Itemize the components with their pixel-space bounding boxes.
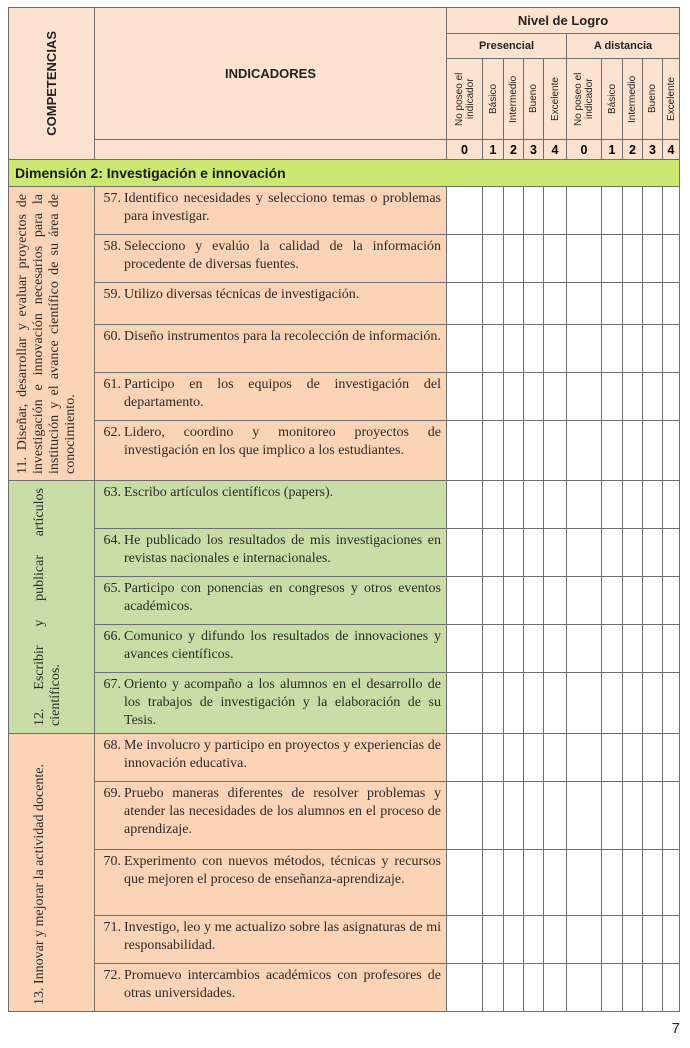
rating-cell-a-distancia-4[interactable] xyxy=(663,325,680,373)
rating-cell-presencial-2[interactable] xyxy=(504,325,524,373)
rating-cell-presencial-3[interactable] xyxy=(524,782,544,850)
rating-cell-a-distancia-1[interactable] xyxy=(602,916,623,964)
indicadores-header-label: INDICADORES xyxy=(224,66,316,81)
level-header-a-distancia-4 xyxy=(663,59,680,140)
rating-cell-a-distancia-0[interactable] xyxy=(567,481,602,529)
rating-cell-a-distancia-4[interactable] xyxy=(663,734,680,782)
indicator-content xyxy=(95,238,441,274)
rating-cell-a-distancia-1[interactable] xyxy=(602,673,623,734)
indicator-cell xyxy=(95,421,447,481)
rating-cell-a-distancia-3[interactable] xyxy=(643,529,663,577)
rating-cell-a-distancia-2[interactable] xyxy=(623,421,643,481)
rating-cell-a-distancia-3[interactable] xyxy=(643,325,663,373)
rating-cell-presencial-4[interactable] xyxy=(544,782,567,850)
level-number-presencial-0: 0 xyxy=(447,140,483,160)
rating-cell-a-distancia-2[interactable] xyxy=(623,625,643,673)
rating-cell-presencial-1[interactable] xyxy=(483,782,504,850)
rating-cell-a-distancia-4[interactable] xyxy=(663,235,680,283)
rating-cell-presencial-0[interactable] xyxy=(447,373,483,421)
nivel-de-logro-label: Nivel de Logro xyxy=(517,13,609,28)
rating-cell-presencial-2[interactable] xyxy=(504,964,524,1012)
rating-cell-a-distancia-4[interactable] xyxy=(663,283,680,325)
rating-cell-a-distancia-0[interactable] xyxy=(567,373,602,421)
rating-cell-a-distancia-3[interactable] xyxy=(643,964,663,1012)
rating-cell-presencial-2[interactable] xyxy=(504,625,524,673)
competencias-header xyxy=(9,8,95,160)
level-number-a-distancia-3: 3 xyxy=(643,140,663,160)
rating-cell-presencial-3[interactable] xyxy=(524,916,544,964)
indicator-row xyxy=(9,283,680,325)
rating-cell-a-distancia-4[interactable] xyxy=(663,850,680,916)
rating-cell-presencial-1[interactable] xyxy=(483,235,504,283)
indicator-cell xyxy=(95,850,447,916)
rating-cell-a-distancia-1[interactable] xyxy=(602,235,623,283)
competency-label: 13. Innovar y mejorar la actividad docente. xyxy=(31,763,47,1005)
rating-cell-a-distancia-0[interactable] xyxy=(567,187,602,235)
rating-cell-a-distancia-0[interactable] xyxy=(567,782,602,850)
rating-cell-presencial-0[interactable] xyxy=(447,850,483,916)
rating-cell-presencial-0[interactable] xyxy=(447,325,483,373)
indicator-row xyxy=(9,673,680,734)
competency-cell-11 xyxy=(9,187,95,481)
rating-cell-presencial-0[interactable] xyxy=(447,734,483,782)
rating-cell-a-distancia-1[interactable] xyxy=(602,373,623,421)
indicator-number: 66. xyxy=(103,629,121,644)
indicator-row xyxy=(9,187,680,235)
rating-cell-presencial-2[interactable] xyxy=(504,782,524,850)
rating-cell-a-distancia-4[interactable] xyxy=(663,782,680,850)
level-label: No poseo el indicador xyxy=(573,72,595,126)
rating-cell-presencial-4[interactable] xyxy=(544,673,567,734)
rating-cell-a-distancia-0[interactable] xyxy=(567,964,602,1012)
rating-cell-presencial-1[interactable] xyxy=(483,529,504,577)
rating-cell-presencial-4[interactable] xyxy=(544,964,567,1012)
level-header-presencial-1 xyxy=(483,59,504,140)
competency-cell-12 xyxy=(9,481,95,734)
indicator-text: Me involucro y participo en proyectos y experiencias de innovación educativa. xyxy=(124,738,441,771)
rating-cell-a-distancia-0[interactable] xyxy=(567,421,602,481)
rating-cell-presencial-2[interactable] xyxy=(504,373,524,421)
indicator-number: 72. xyxy=(103,968,121,983)
a-distancia-header xyxy=(567,34,680,59)
rating-cell-presencial-1[interactable] xyxy=(483,916,504,964)
indicator-number: 60. xyxy=(103,329,121,344)
level-header-presencial-4 xyxy=(544,59,567,140)
indicator-cell xyxy=(95,529,447,577)
rating-cell-a-distancia-3[interactable] xyxy=(643,734,663,782)
rating-cell-presencial-0[interactable] xyxy=(447,673,483,734)
indicator-number: 59. xyxy=(103,287,121,302)
rating-cell-presencial-4[interactable] xyxy=(544,850,567,916)
rating-cell-a-distancia-0[interactable] xyxy=(567,850,602,916)
rating-cell-a-distancia-1[interactable] xyxy=(602,325,623,373)
page-number: 7 xyxy=(671,1020,680,1037)
rating-cell-a-distancia-1[interactable] xyxy=(602,481,623,529)
a-distancia-label: A distancia xyxy=(593,40,653,52)
rating-cell-presencial-3[interactable] xyxy=(524,187,544,235)
rating-cell-a-distancia-1[interactable] xyxy=(602,782,623,850)
rating-cell-presencial-3[interactable] xyxy=(524,481,544,529)
rating-cell-presencial-4[interactable] xyxy=(544,235,567,283)
rating-cell-presencial-1[interactable] xyxy=(483,964,504,1012)
rating-cell-a-distancia-4[interactable] xyxy=(663,673,680,734)
indicator-number: 62. xyxy=(103,425,121,440)
rating-cell-a-distancia-4[interactable] xyxy=(663,916,680,964)
level-label: Excelente xyxy=(549,77,561,121)
competency-label: 12. Escribir y publicar artículos científicos. xyxy=(31,488,63,726)
level-number-a-distancia-4: 4 xyxy=(663,140,680,160)
indicator-number: 65. xyxy=(103,581,121,596)
indicator-row xyxy=(9,916,680,964)
level-header-a-distancia-0 xyxy=(567,59,602,140)
rating-cell-a-distancia-3[interactable] xyxy=(643,916,663,964)
rating-cell-a-distancia-2[interactable] xyxy=(623,782,643,850)
rating-cell-presencial-2[interactable] xyxy=(504,187,524,235)
rating-cell-a-distancia-3[interactable] xyxy=(643,235,663,283)
level-number-presencial-2: 2 xyxy=(504,140,524,160)
rating-cell-presencial-3[interactable] xyxy=(524,421,544,481)
indicator-row xyxy=(9,734,680,782)
rating-cell-presencial-2[interactable] xyxy=(504,734,524,782)
indicator-cell xyxy=(95,782,447,850)
rating-cell-presencial-1[interactable] xyxy=(483,734,504,782)
rating-cell-a-distancia-1[interactable] xyxy=(602,850,623,916)
indicator-content xyxy=(95,919,441,955)
rating-cell-a-distancia-4[interactable] xyxy=(663,421,680,481)
indicator-cell xyxy=(95,625,447,673)
indicator-content xyxy=(95,580,441,616)
rating-cell-presencial-0[interactable] xyxy=(447,625,483,673)
indicator-row xyxy=(9,373,680,421)
rating-cell-a-distancia-1[interactable] xyxy=(602,734,623,782)
presencial-header xyxy=(447,34,567,59)
rating-cell-presencial-4[interactable] xyxy=(544,421,567,481)
indicator-content xyxy=(95,785,441,839)
rating-cell-presencial-0[interactable] xyxy=(447,187,483,235)
rating-cell-a-distancia-1[interactable] xyxy=(602,964,623,1012)
rating-cell-presencial-1[interactable] xyxy=(483,373,504,421)
indicator-row xyxy=(9,235,680,283)
rating-cell-presencial-4[interactable] xyxy=(544,187,567,235)
level-label: Básico xyxy=(606,84,618,115)
level-number-presencial-3: 3 xyxy=(524,140,544,160)
indicator-text: Pruebo maneras diferentes de resolver problemas y atender las necesidades de los alumnos en el proceso de aprendizaje. xyxy=(124,786,441,837)
indicator-number: 57. xyxy=(103,191,121,206)
indicator-number: 63. xyxy=(103,485,121,500)
rating-cell-presencial-3[interactable] xyxy=(524,964,544,1012)
rating-cell-a-distancia-0[interactable] xyxy=(567,325,602,373)
rating-cell-a-distancia-4[interactable] xyxy=(663,964,680,1012)
rating-cell-presencial-1[interactable] xyxy=(483,850,504,916)
rating-cell-a-distancia-2[interactable] xyxy=(623,916,643,964)
rating-cell-presencial-3[interactable] xyxy=(524,673,544,734)
indicator-text: He publicado los resultados de mis investigaciones en revistas nacionales e internacionales. xyxy=(124,533,441,566)
level-label: Básico xyxy=(487,84,499,115)
level-label: Excelente xyxy=(665,77,677,121)
rating-cell-presencial-1[interactable] xyxy=(483,481,504,529)
indicator-row xyxy=(9,529,680,577)
indicator-content xyxy=(95,737,441,773)
rating-cell-presencial-3[interactable] xyxy=(524,850,544,916)
rating-cell-presencial-4[interactable] xyxy=(544,481,567,529)
level-header-presencial-3 xyxy=(524,59,544,140)
indicator-number: 68. xyxy=(103,738,121,753)
indicator-number: 70. xyxy=(103,854,121,869)
level-number-a-distancia-1: 1 xyxy=(602,140,623,160)
rating-cell-a-distancia-3[interactable] xyxy=(643,373,663,421)
rating-cell-a-distancia-1[interactable] xyxy=(602,577,623,625)
rating-cell-a-distancia-4[interactable] xyxy=(663,187,680,235)
rating-cell-presencial-3[interactable] xyxy=(524,577,544,625)
indicator-cell xyxy=(95,577,447,625)
rating-cell-presencial-0[interactable] xyxy=(447,577,483,625)
rating-cell-a-distancia-0[interactable] xyxy=(567,916,602,964)
indicator-content xyxy=(95,628,441,664)
indicator-cell xyxy=(95,325,447,373)
rating-cell-a-distancia-2[interactable] xyxy=(623,529,643,577)
rating-cell-presencial-3[interactable] xyxy=(524,625,544,673)
rating-cell-presencial-2[interactable] xyxy=(504,283,524,325)
rating-cell-a-distancia-3[interactable] xyxy=(643,673,663,734)
level-label: Bueno xyxy=(647,84,658,114)
rating-cell-a-distancia-2[interactable] xyxy=(623,325,643,373)
rating-cell-presencial-1[interactable] xyxy=(483,325,504,373)
indicator-text: Oriento y acompaño a los alumnos en el desarrollo de los trabajos de investigación y la elaboración de su Tesis. xyxy=(124,677,441,728)
indicator-content xyxy=(95,328,441,346)
indicator-row xyxy=(9,850,680,916)
rating-cell-presencial-4[interactable] xyxy=(544,577,567,625)
dimension-title: Dimensión 2: Investigación e innovación xyxy=(9,160,680,187)
indicator-cell xyxy=(95,673,447,734)
rating-cell-presencial-3[interactable] xyxy=(524,734,544,782)
level-header-presencial-2 xyxy=(504,59,524,140)
indicator-cell xyxy=(95,373,447,421)
indicator-cell xyxy=(95,235,447,283)
indicator-row xyxy=(9,481,680,529)
rating-cell-a-distancia-2[interactable] xyxy=(623,187,643,235)
competency-label: 11. Diseñar, desarrollar y evaluar proyectos de investigación e innovación necesarios para la institución y el avance científico de su área de conocimiento. xyxy=(14,193,78,474)
rating-cell-presencial-0[interactable] xyxy=(447,481,483,529)
indicator-text: Comunico y difundo los resultados de innovaciones y avances científicos. xyxy=(124,629,441,662)
indicator-cell xyxy=(95,734,447,782)
level-label: Bueno xyxy=(528,84,539,114)
level-header-presencial-0 xyxy=(447,59,483,140)
indicator-row xyxy=(9,421,680,481)
presencial-label: Presencial xyxy=(478,40,535,52)
rating-cell-presencial-4[interactable] xyxy=(544,734,567,782)
indicator-content xyxy=(95,484,441,502)
indicator-text: Participo en los equipos de investigación del departamento. xyxy=(124,377,441,410)
indicator-text: Participo con ponencias en congresos y otros eventos académicos. xyxy=(124,581,441,614)
rating-cell-a-distancia-2[interactable] xyxy=(623,481,643,529)
rating-cell-a-distancia-3[interactable] xyxy=(643,625,663,673)
rating-cell-a-distancia-0[interactable] xyxy=(567,283,602,325)
rating-cell-presencial-3[interactable] xyxy=(524,325,544,373)
indicator-number: 69. xyxy=(103,786,121,801)
rating-cell-presencial-0[interactable] xyxy=(447,283,483,325)
rating-cell-a-distancia-3[interactable] xyxy=(643,187,663,235)
rating-cell-a-distancia-3[interactable] xyxy=(643,481,663,529)
rating-cell-a-distancia-1[interactable] xyxy=(602,187,623,235)
indicator-content xyxy=(95,376,441,412)
indicator-content xyxy=(95,424,441,460)
rating-cell-a-distancia-0[interactable] xyxy=(567,235,602,283)
indicadores-number-spacer xyxy=(95,140,447,160)
level-number-presencial-1: 1 xyxy=(483,140,504,160)
rating-cell-presencial-2[interactable] xyxy=(504,529,524,577)
rating-cell-a-distancia-2[interactable] xyxy=(623,373,643,421)
competencias-header-label: COMPETENCIAS xyxy=(44,31,59,136)
rating-cell-presencial-4[interactable] xyxy=(544,916,567,964)
indicator-row xyxy=(9,625,680,673)
indicator-content xyxy=(95,286,441,304)
rating-cell-presencial-0[interactable] xyxy=(447,916,483,964)
indicator-text: Identifico necesidades y selecciono temas o problemas para investigar. xyxy=(124,191,441,224)
rating-cell-a-distancia-2[interactable] xyxy=(623,850,643,916)
rating-cell-a-distancia-3[interactable] xyxy=(643,850,663,916)
indicator-row xyxy=(9,782,680,850)
indicator-text: Selecciono y evalúo la calidad de la información procedente de diversas fuentes. xyxy=(124,239,441,272)
indicator-cell xyxy=(95,481,447,529)
rating-cell-presencial-1[interactable] xyxy=(483,577,504,625)
indicator-content xyxy=(95,532,441,568)
indicator-text: Promuevo intercambios académicos con profesores de otras universidades. xyxy=(124,968,441,1001)
rating-cell-a-distancia-0[interactable] xyxy=(567,625,602,673)
rating-cell-a-distancia-1[interactable] xyxy=(602,283,623,325)
indicator-number: 61. xyxy=(103,377,121,392)
level-number-a-distancia-0: 0 xyxy=(567,140,602,160)
rating-cell-a-distancia-1[interactable] xyxy=(602,625,623,673)
rating-cell-a-distancia-2[interactable] xyxy=(623,964,643,1012)
indicator-number: 64. xyxy=(103,533,121,548)
rating-cell-presencial-4[interactable] xyxy=(544,325,567,373)
rating-cell-a-distancia-4[interactable] xyxy=(663,481,680,529)
indicator-row xyxy=(9,325,680,373)
rating-cell-a-distancia-2[interactable] xyxy=(623,577,643,625)
rating-cell-presencial-0[interactable] xyxy=(447,964,483,1012)
level-header-a-distancia-3 xyxy=(643,59,663,140)
indicator-text: Lidero, coordino y monitoreo proyectos de investigación en los que implico a los estudiantes. xyxy=(124,425,441,458)
indicator-row xyxy=(9,964,680,1012)
rating-cell-presencial-4[interactable] xyxy=(544,529,567,577)
rating-cell-a-distancia-4[interactable] xyxy=(663,625,680,673)
indicator-row xyxy=(9,577,680,625)
indicator-text: Utilizo diversas técnicas de investigación. xyxy=(124,287,360,302)
level-header-a-distancia-2 xyxy=(623,59,643,140)
level-number-presencial-4: 4 xyxy=(544,140,567,160)
indicator-number: 71. xyxy=(103,920,121,935)
rating-cell-presencial-2[interactable] xyxy=(504,673,524,734)
level-label: No poseo el indicador xyxy=(453,72,476,126)
rating-cell-a-distancia-0[interactable] xyxy=(567,529,602,577)
indicadores-header xyxy=(95,8,447,140)
rating-cell-presencial-2[interactable] xyxy=(504,850,524,916)
rating-cell-presencial-1[interactable] xyxy=(483,673,504,734)
level-number-a-distancia-2: 2 xyxy=(623,140,643,160)
rating-cell-presencial-2[interactable] xyxy=(504,481,524,529)
rating-cell-a-distancia-3[interactable] xyxy=(643,577,663,625)
rating-cell-presencial-4[interactable] xyxy=(544,283,567,325)
indicator-cell xyxy=(95,283,447,325)
rating-cell-a-distancia-4[interactable] xyxy=(663,373,680,421)
rating-cell-a-distancia-0[interactable] xyxy=(567,673,602,734)
indicator-content xyxy=(95,676,441,730)
rating-cell-a-distancia-2[interactable] xyxy=(623,235,643,283)
indicator-number: 67. xyxy=(103,677,121,692)
rating-cell-presencial-0[interactable] xyxy=(447,235,483,283)
rating-cell-presencial-2[interactable] xyxy=(504,235,524,283)
level-header-a-distancia-1 xyxy=(602,59,623,140)
rating-cell-a-distancia-1[interactable] xyxy=(602,529,623,577)
competency-cell-13 xyxy=(9,734,95,1012)
rating-cell-a-distancia-3[interactable] xyxy=(643,283,663,325)
indicator-content xyxy=(95,967,441,1003)
rating-cell-a-distancia-3[interactable] xyxy=(643,421,663,481)
indicator-text: Diseño instrumentos para la recolección de información. xyxy=(124,329,441,344)
rating-cell-presencial-0[interactable] xyxy=(447,782,483,850)
nivel-de-logro-header xyxy=(447,8,680,34)
indicator-content xyxy=(95,853,441,889)
rating-cell-presencial-2[interactable] xyxy=(504,916,524,964)
rating-cell-presencial-4[interactable] xyxy=(544,625,567,673)
rating-cell-a-distancia-4[interactable] xyxy=(663,577,680,625)
rating-cell-presencial-1[interactable] xyxy=(483,187,504,235)
indicator-content xyxy=(95,190,441,226)
rating-cell-a-distancia-2[interactable] xyxy=(623,734,643,782)
level-label: Intermedio xyxy=(627,75,638,123)
rating-cell-presencial-1[interactable] xyxy=(483,625,504,673)
rating-cell-a-distancia-3[interactable] xyxy=(643,782,663,850)
indicator-text: Experimento con nuevos métodos, técnicas y recursos que mejoren el proceso de enseñanza-aprendizaje. xyxy=(124,854,441,887)
level-label: Intermedio xyxy=(508,75,519,123)
rating-cell-presencial-2[interactable] xyxy=(504,421,524,481)
self-assessment-table xyxy=(8,7,680,1012)
indicator-cell xyxy=(95,964,447,1012)
rating-cell-presencial-4[interactable] xyxy=(544,373,567,421)
rating-cell-presencial-0[interactable] xyxy=(447,421,483,481)
rating-cell-presencial-0[interactable] xyxy=(447,529,483,577)
rating-cell-presencial-3[interactable] xyxy=(524,235,544,283)
rating-cell-presencial-3[interactable] xyxy=(524,373,544,421)
indicator-cell xyxy=(95,916,447,964)
rating-cell-a-distancia-1[interactable] xyxy=(602,421,623,481)
rating-cell-presencial-3[interactable] xyxy=(524,283,544,325)
rating-cell-presencial-1[interactable] xyxy=(483,421,504,481)
rating-cell-a-distancia-0[interactable] xyxy=(567,734,602,782)
indicator-number: 58. xyxy=(103,239,121,254)
rating-cell-a-distancia-4[interactable] xyxy=(663,529,680,577)
rating-cell-a-distancia-0[interactable] xyxy=(567,577,602,625)
rating-cell-presencial-1[interactable] xyxy=(483,283,504,325)
rating-cell-presencial-2[interactable] xyxy=(504,577,524,625)
indicator-cell xyxy=(95,187,447,235)
rating-cell-a-distancia-2[interactable] xyxy=(623,283,643,325)
rating-cell-presencial-3[interactable] xyxy=(524,529,544,577)
rating-cell-a-distancia-2[interactable] xyxy=(623,673,643,734)
indicator-text: Investigo, leo y me actualizo sobre las asignaturas de mi responsabilidad. xyxy=(124,920,441,953)
indicator-text: Escribo artículos científicos (papers). xyxy=(124,485,334,500)
